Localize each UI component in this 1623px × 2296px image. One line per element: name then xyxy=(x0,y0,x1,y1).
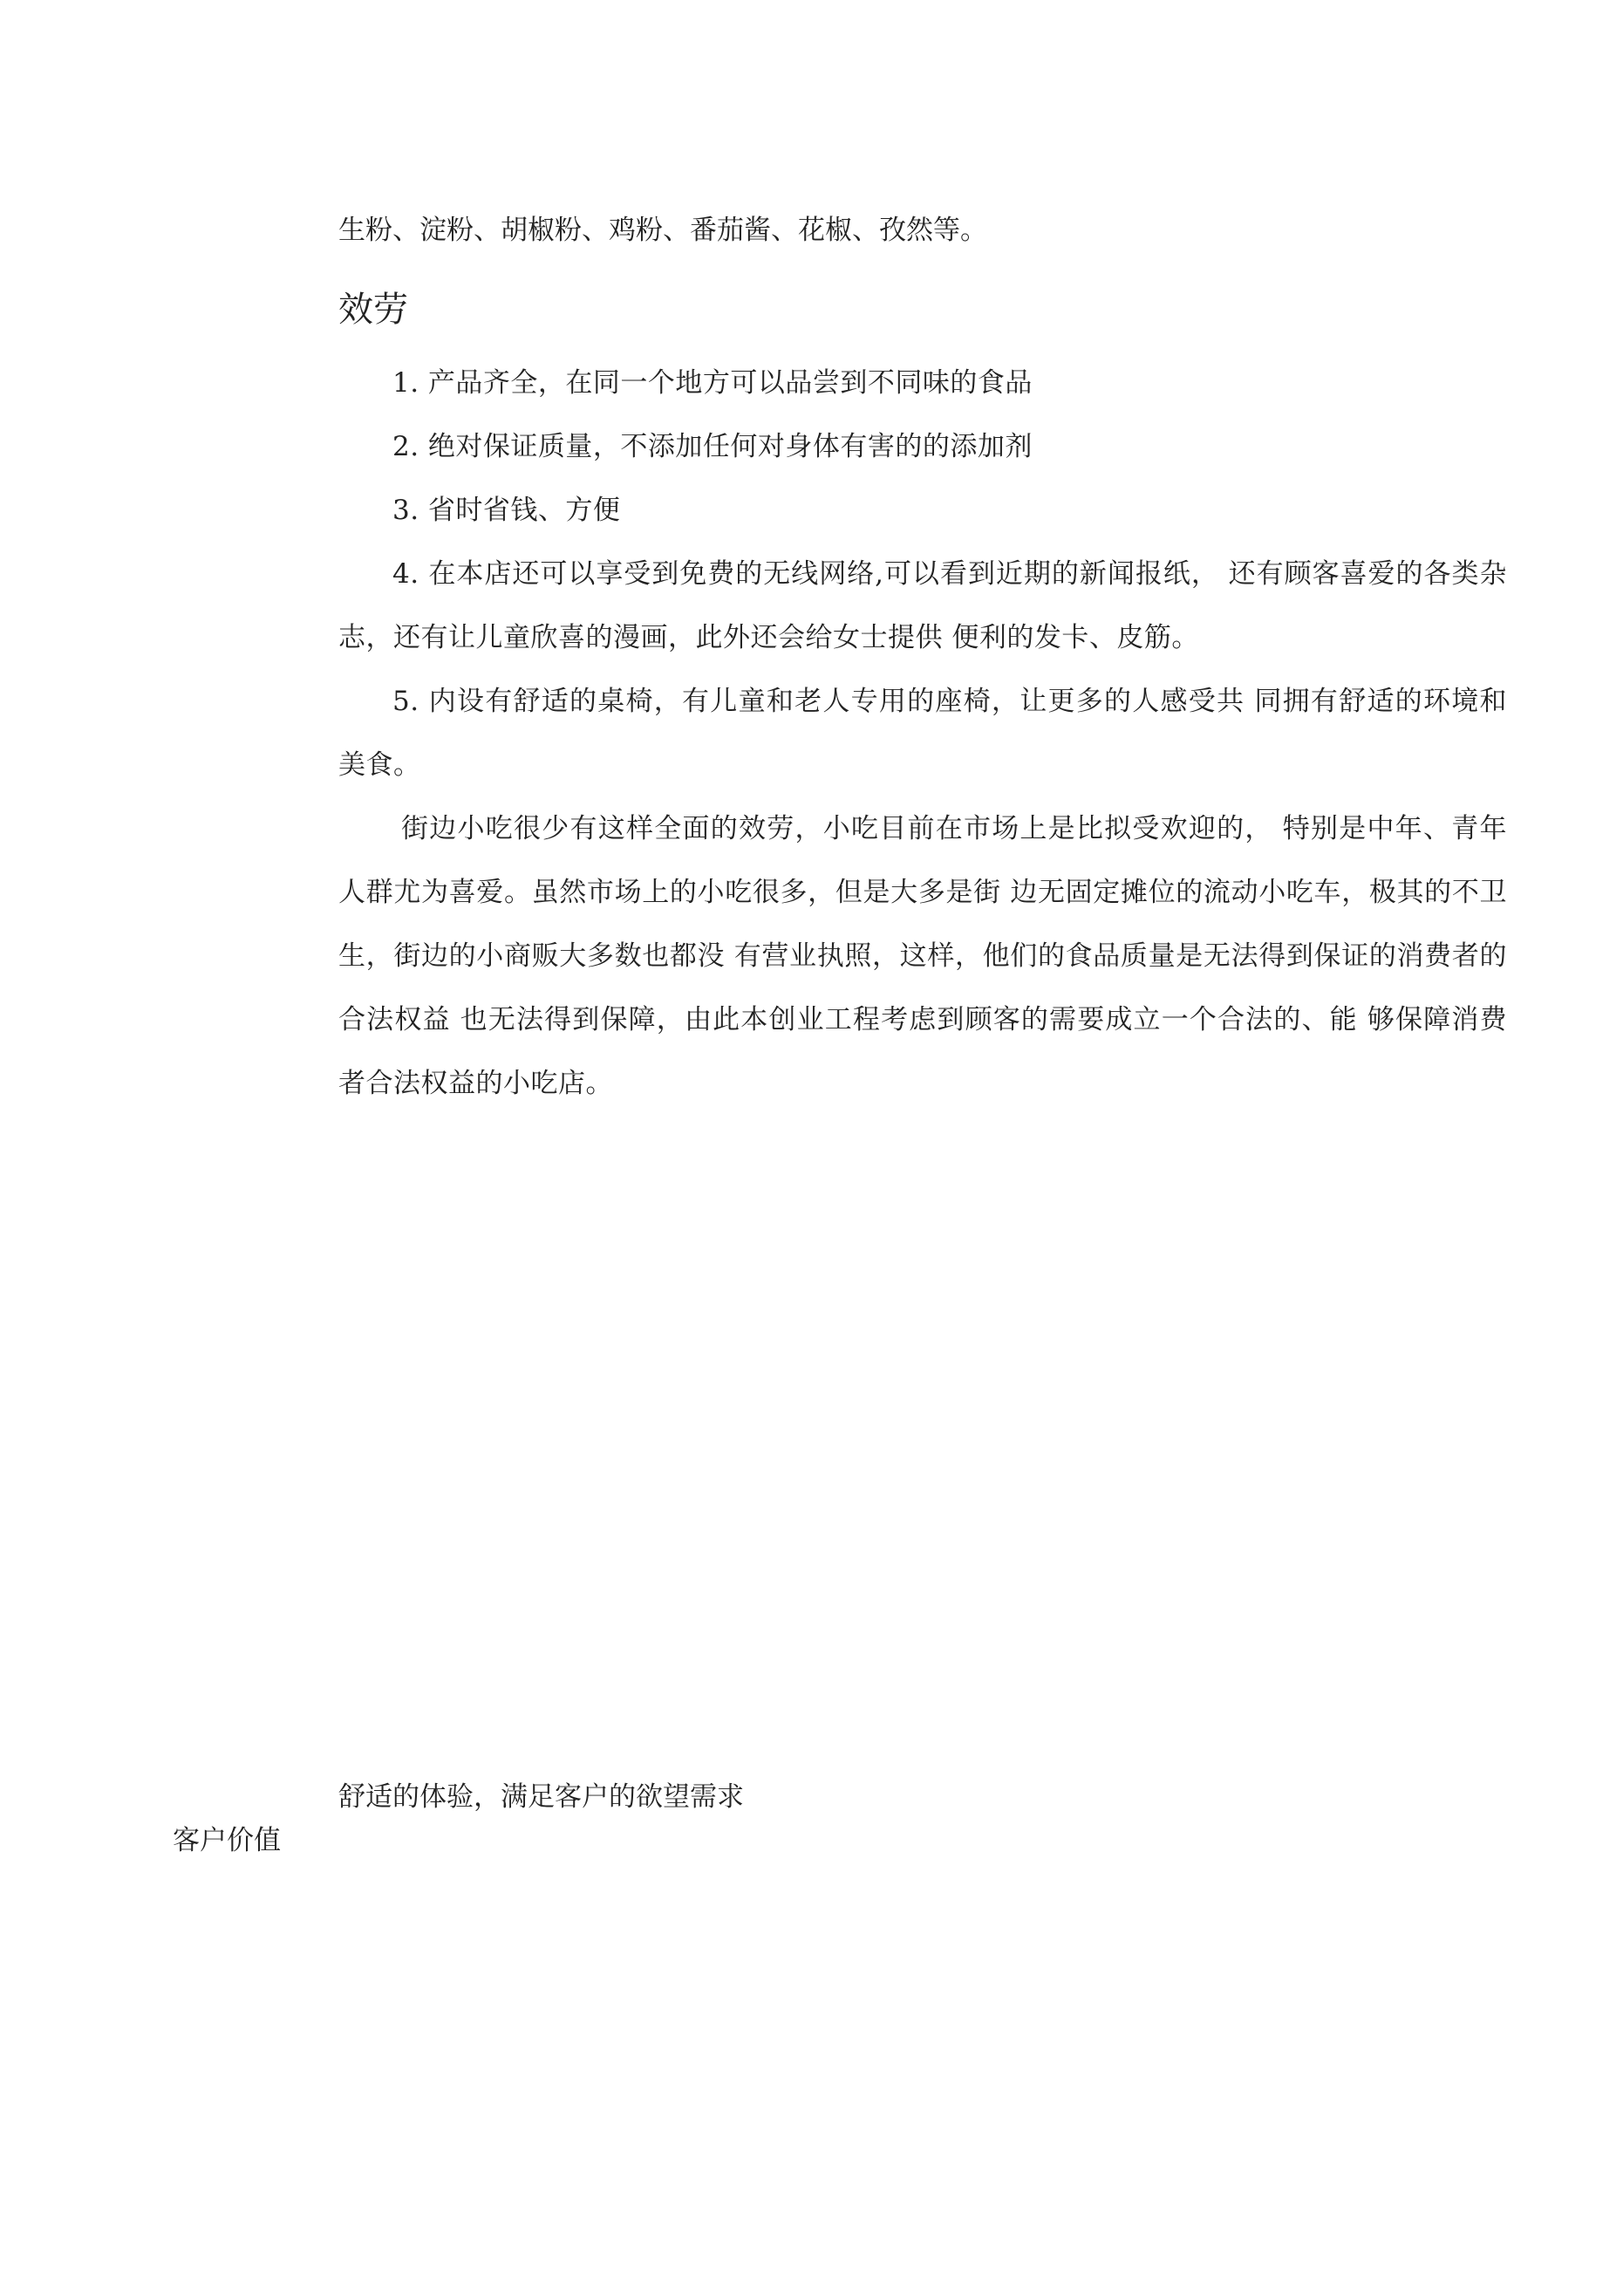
service-list xyxy=(338,352,1507,1116)
intro-line: 生粉、淀粉、胡椒粉、鸡粉、番茄酱、花椒、孜然等。 xyxy=(338,215,987,246)
section-heading: 效劳 xyxy=(338,290,408,330)
value-statement: 舒适的体验，满足客户的欲望需求 xyxy=(338,1781,744,1813)
list-item: 3. 省时省钱、方便 xyxy=(392,495,621,526)
list-item: 5. 内设有舒适的桌椅，有儿童和老人专用的座椅，让更多的人感受共 同拥有舒适的环境和美食。 xyxy=(338,686,1507,781)
list-item: 4. 在本店还可以享受到免费的无线网络,可以看到近期的新闻报纸， 还有顾客喜爱的各类杂志，还有让儿童欣喜的漫画，此外还会给女士提供 便利的发卡、皮筋。 xyxy=(338,558,1507,653)
list-item: 1. 产品齐全，在同一个地方可以品尝到不同味的食品 xyxy=(392,367,1033,399)
summary-paragraph: 街边小吃很少有这样全面的效劳，小吃目前在市场上是比拟受欢迎的， 特别是中年、青年人群尤为喜爱。虽然市场上的小吃很多，但是大多是街 边无固定摊位的流动小吃车，极其的不卫生，街边的小商贩大多数也都没 有营业执照，这样，他们的食品质量是无法得到保证的消费者的合法权益 也无法得到保障，由此本创业工程考虑到顾客的需要成立一个合法的、能 够保障消费者合法权益的小吃店。 xyxy=(338,813,1507,1099)
customer-value-label: 客户价值 xyxy=(173,1825,281,1856)
list-item: 2. 绝对保证质量，不添加任何对身体有害的的添加剂 xyxy=(392,431,1033,462)
